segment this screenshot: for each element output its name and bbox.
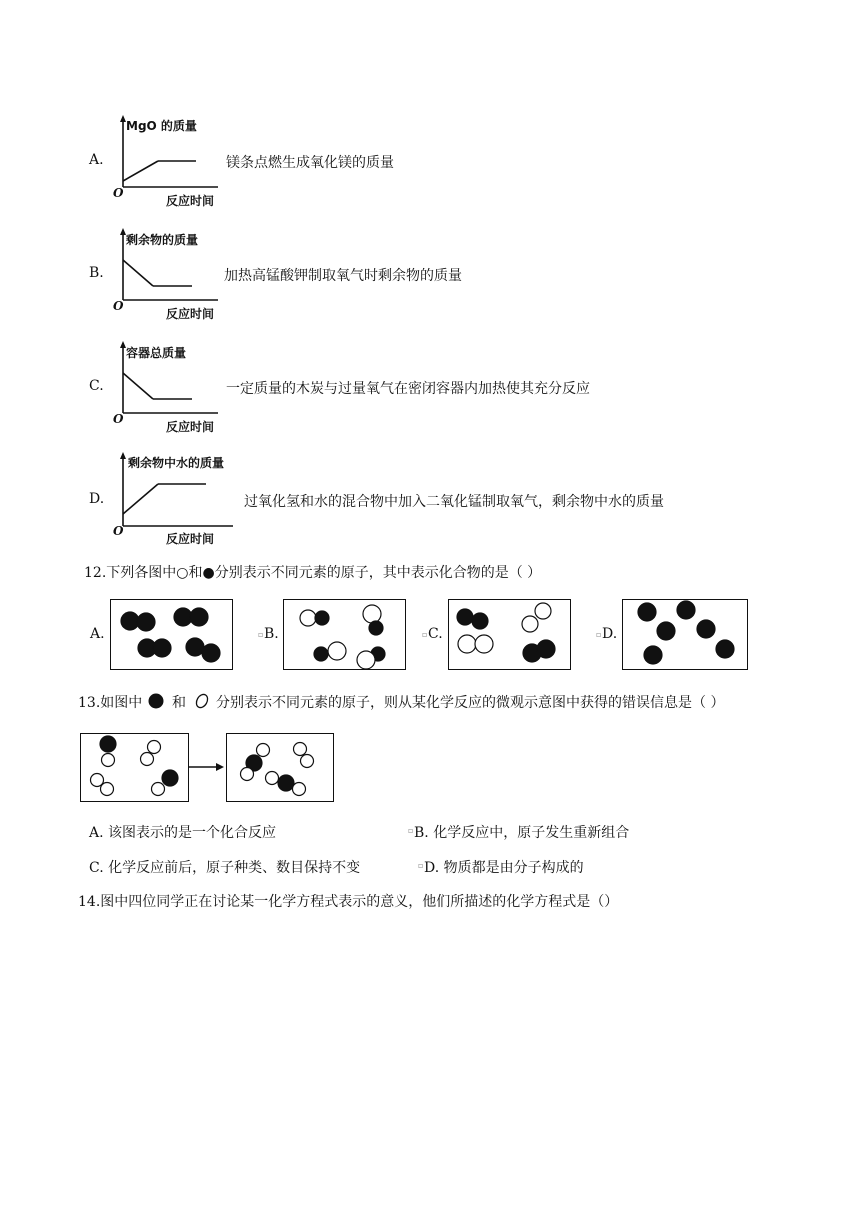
products-box (226, 733, 334, 802)
y-axis-label: MgO 的质量 (126, 119, 197, 133)
x-axis-label: 反应时间 (166, 194, 215, 208)
option-letter: A. (89, 152, 104, 168)
origin-label: O (113, 412, 124, 426)
option-letter: B. (264, 626, 279, 642)
option-description: 镁条点燃生成氧化镁的质量 (226, 155, 394, 171)
y-axis-label: 剩余物中水的质量 (128, 456, 225, 470)
option-letter: C. (89, 378, 104, 394)
x-axis-label: 反应时间 (166, 532, 215, 546)
q14-stem: 14.图中四位同学正在讨论某一化学方程式表示的意义，他们所描述的化学方程式是（） (78, 894, 619, 910)
q13-stem-start: 13.如图中 (78, 695, 143, 711)
molecule-box-a (110, 599, 233, 670)
option-letter: A. (90, 626, 105, 642)
x-axis-label: 反应时间 (166, 307, 215, 321)
option-letter: C. (428, 626, 443, 642)
reaction-arrow (188, 761, 228, 773)
molecule-box-c (448, 599, 571, 670)
origin-label: O (113, 524, 124, 538)
option-mark: ▫ (422, 630, 428, 639)
y-axis-label: 容器总质量 (126, 346, 187, 360)
option-mark: ▫ (418, 861, 424, 870)
q13-option-b: B. 化学反应中，原子发生重新组合 (414, 825, 630, 841)
option-letter: D. (89, 491, 105, 507)
filled-atom-icon (148, 693, 164, 709)
option-description: 过氧化氢和水的混合物中加入二氧化锰制取氧气，剩余物中水的质量 (244, 494, 664, 510)
molecule-box-b (283, 599, 406, 670)
q13-option-d: D. 物质都是由分子构成的 (424, 860, 584, 876)
option-description: 加热高锰酸钾制取氧气时剩余物的质量 (224, 268, 462, 284)
option-letter: D. (602, 626, 618, 642)
q13-stem-end: 分别表示不同元素的原子，则从某化学反应的微观示意图中获得的错误信息是（ ） (216, 695, 725, 711)
option-description: 一定质量的木炭与过量氧气在密闭容器内加热使其充分反应 (226, 381, 590, 397)
option-letter: B. (89, 265, 104, 281)
hollow-atom-icon (194, 693, 210, 709)
origin-label: O (113, 186, 124, 200)
y-axis-label: 剩余物的质量 (126, 233, 199, 247)
q13-option-a: A. 该图表示的是一个化合反应 (89, 825, 277, 841)
molecule-box-d (622, 599, 748, 670)
q13-stem-and: 和 (172, 695, 186, 711)
reactants-box (80, 733, 189, 802)
q12-stem: 12.下列各图中○和●分别表示不同元素的原子，其中表示化合物的是（ ） (84, 565, 542, 581)
option-mark: ▫ (596, 630, 602, 639)
option-mark: ▫ (408, 826, 414, 835)
x-axis-label: 反应时间 (166, 420, 215, 434)
origin-label: O (113, 299, 124, 313)
q13-option-c: C. 化学反应前后，原子种类、数目保持不变 (89, 860, 361, 876)
option-mark: ▫ (258, 630, 264, 639)
